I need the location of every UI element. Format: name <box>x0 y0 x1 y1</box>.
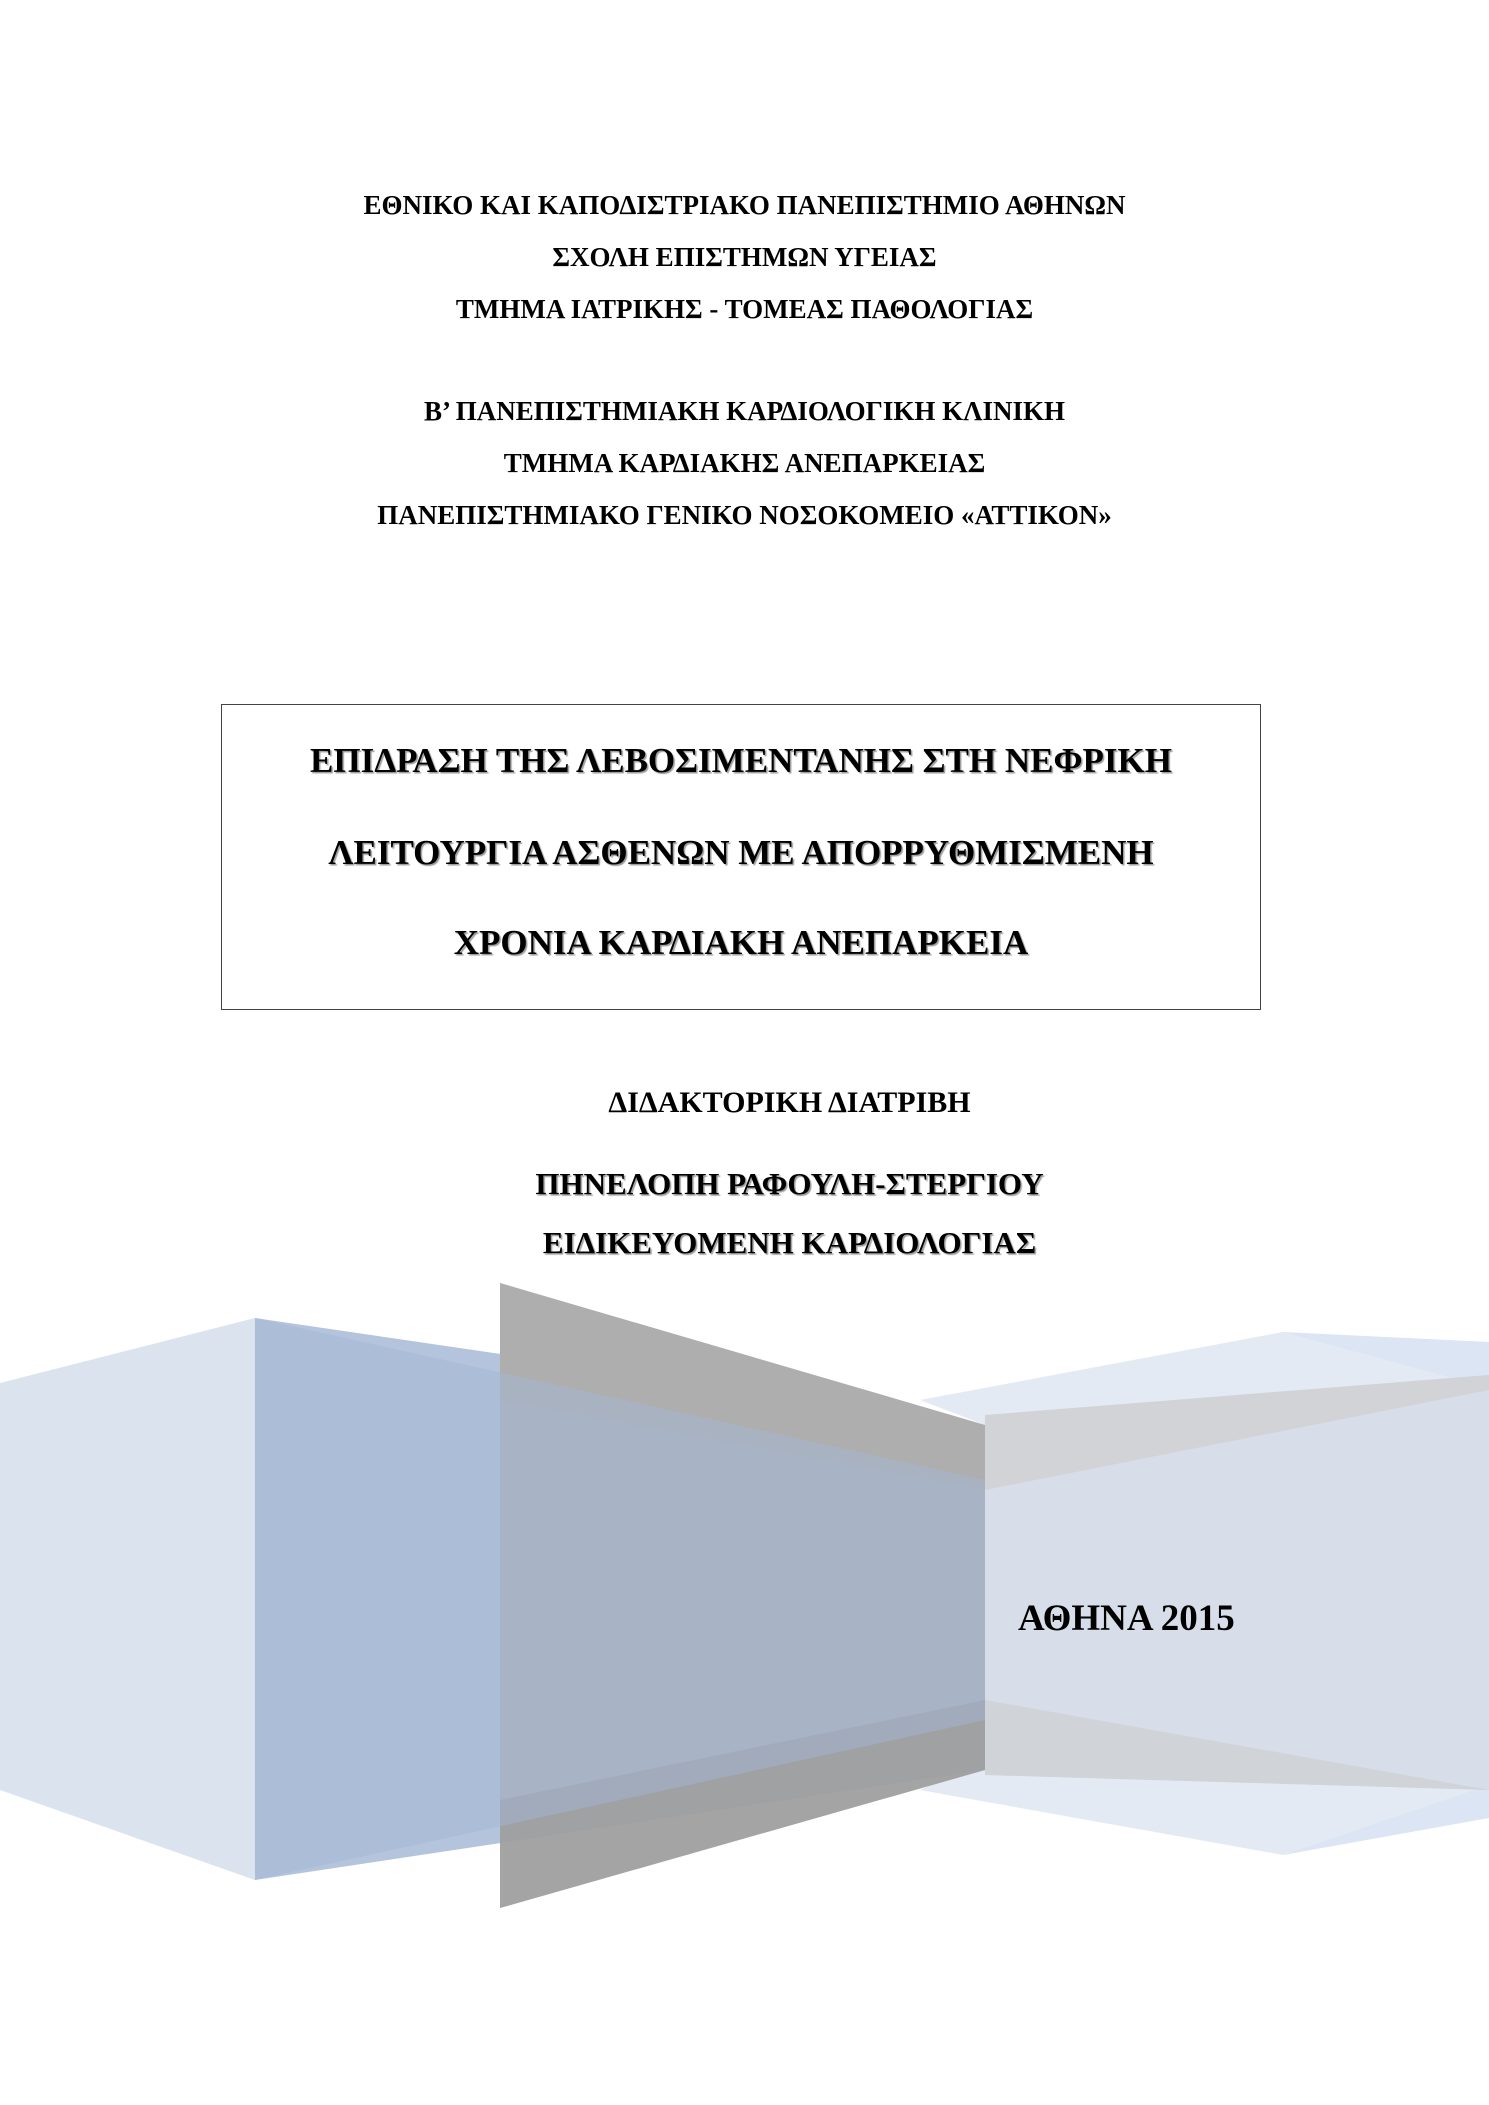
title-box <box>221 704 1261 1010</box>
institution-line-1: ΕΘΝΙΚΟ ΚΑΙ ΚΑΠΟΔΙΣΤΡΙΑΚΟ ΠΑΝΕΠΙΣΤΗΜΙΟ ΑΘΗΝΩΝ <box>363 190 1126 220</box>
deco-left-band <box>0 1318 255 1880</box>
place-year: ΑΘΗΝΑ 2015 <box>1018 1598 1235 1639</box>
title-line-3: ΧΡΟΝΙΑ ΚΑΡΔΙΑΚΗ ΑΝΕΠΑΡΚΕΙΑ <box>453 923 1029 962</box>
author-role: ΕΙΔΙΚΕΥΟΜΕΝΗ ΚΑΡΔΙΟΛΟΓΙΑΣ <box>542 1225 1037 1260</box>
department-line-1: Β’ ΠΑΝΕΠΙΣΤΗΜΙΑΚΗ ΚΑΡΔΙΟΛΟΓΙΚΗ ΚΛΙΝΙΚΗ <box>424 396 1065 426</box>
title-line-2: ΛΕΙΤΟΥΡΓΙΑ ΑΣΘΕΝΩΝ ΜΕ ΑΠΟΡΡΥΘΜΙΣΜΕΝΗ <box>328 833 1154 872</box>
department-line-3: ΠΑΝΕΠΙΣΤΗΜΙΑΚΟ ΓΕΝΙΚΟ ΝΟΣΟΚΟΜΕΙΟ «ΑΤΤΙΚΟΝ» <box>377 500 1112 530</box>
institution-line-2: ΣΧΟΛΗ ΕΠΙΣΤΗΜΩΝ ΥΓΕΙΑΣ <box>552 242 937 272</box>
title-line-1: ΕΠΙΔΡΑΣΗ ΤΗΣ ΛΕΒΟΣΙΜΕΝΤΑΝΗΣ ΣΤΗ ΝΕΦΡΙΚΗ <box>310 741 1172 780</box>
author-name: ΠΗΝΕΛΟΠΗ ΡΑΦΟΥΛΗ-ΣΤΕΡΓΙΟΥ <box>535 1166 1044 1201</box>
thesis-type: ΔΙΔΑΚΤΟΡΙΚΗ ΔΙΑΤΡΙΒΗ <box>608 1086 971 1119</box>
institution-line-3: ΤΜΗΜΑ ΙΑΤΡΙΚΗΣ - ΤΟΜΕΑΣ ΠΑΘΟΛΟΓΙΑΣ <box>455 294 1034 324</box>
department-line-2: ΤΜΗΜΑ ΚΑΡΔΙΑΚΗΣ ΑΝΕΠΑΡΚΕΙΑΣ <box>503 448 986 478</box>
